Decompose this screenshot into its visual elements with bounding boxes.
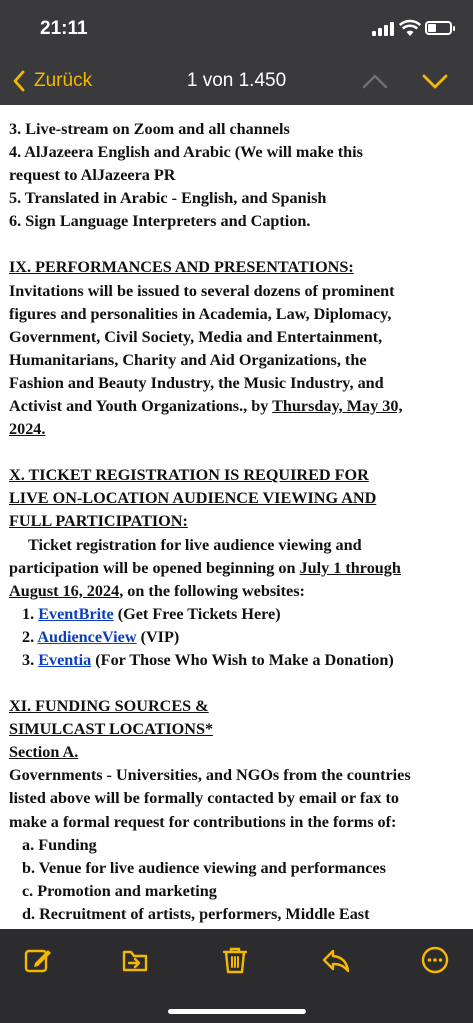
document-line bbox=[9, 280, 469, 303]
website-link[interactable]: EventBrite bbox=[38, 604, 114, 623]
document-line bbox=[9, 487, 469, 510]
line-text: Activist and Youth Organizations., by bbox=[9, 397, 273, 416]
document-line bbox=[9, 510, 469, 533]
line-text: 1. bbox=[22, 604, 39, 623]
line-text: 5. Translated in Arabic - English, and Spanish bbox=[9, 189, 327, 208]
paragraph-gap bbox=[9, 233, 469, 256]
line-text: Humanitarians, Charity and Aid Organizations, the bbox=[9, 350, 367, 369]
message-counter: 1 von 1.450 bbox=[186, 70, 287, 91]
document-line bbox=[9, 372, 469, 395]
website-link[interactable]: Eventia bbox=[38, 650, 92, 669]
document-line bbox=[9, 141, 469, 164]
document-line bbox=[9, 880, 469, 903]
document-line bbox=[9, 903, 469, 926]
home-indicator bbox=[168, 1009, 306, 1014]
line-text: request to AlJazeera PR bbox=[9, 166, 176, 185]
document-line bbox=[9, 256, 469, 279]
paragraph-gap bbox=[9, 672, 469, 695]
line-text: figures and personalities in Academia, Law, Diplomacy, bbox=[9, 304, 392, 323]
cellular-signal-icon bbox=[372, 22, 396, 36]
reply-icon[interactable] bbox=[319, 943, 353, 977]
line-text: LIVE ON-LOCATION AUDIENCE VIEWING AND bbox=[9, 489, 377, 508]
trash-icon[interactable] bbox=[218, 943, 252, 977]
line-text: Section A. bbox=[9, 743, 79, 762]
line-text: d. Recruitment of artists, performers, Middle East bbox=[22, 904, 370, 923]
back-button[interactable] bbox=[12, 67, 92, 95]
document-text bbox=[9, 118, 469, 949]
document-line bbox=[9, 857, 469, 880]
line-text: Government, Civil Society, Media and Entertainment, bbox=[9, 327, 383, 346]
document-line bbox=[9, 464, 469, 487]
website-link[interactable]: AudienceView bbox=[37, 627, 137, 646]
line-text: make a formal request for contributions in the forms of: bbox=[9, 812, 397, 831]
back-label: Zurück bbox=[34, 70, 93, 91]
move-to-folder-icon[interactable] bbox=[118, 943, 152, 977]
document-line bbox=[9, 418, 469, 441]
more-icon[interactable] bbox=[418, 943, 452, 977]
document-line bbox=[9, 695, 469, 718]
line-text: XI. FUNDING SOURCES & bbox=[9, 697, 209, 716]
line-text: SIMULCAST LOCATIONS* bbox=[9, 720, 214, 739]
underlined-text: Thursday, May 30, bbox=[272, 397, 403, 416]
line-text: 2024. bbox=[9, 420, 46, 439]
document-line bbox=[9, 557, 469, 580]
document-line bbox=[9, 603, 469, 626]
line-text: X. TICKET REGISTRATION IS REQUIRED FOR bbox=[9, 466, 369, 485]
line-text: 3. Live-stream on Zoom and all channels bbox=[9, 120, 290, 138]
line-text: August 16, 2024 bbox=[9, 581, 120, 600]
document-line bbox=[9, 764, 469, 787]
document-line bbox=[9, 534, 469, 557]
link-description: (For Those Who Wish to Make a Donation) bbox=[91, 650, 394, 669]
compose-icon[interactable] bbox=[21, 943, 55, 977]
document-line bbox=[9, 718, 469, 741]
line-text: b. Venue for live audience viewing and performances bbox=[22, 858, 386, 877]
document-line bbox=[9, 626, 469, 649]
line-text: listed above will be formally contacted by email or fax to bbox=[9, 789, 399, 808]
link-description: (VIP) bbox=[136, 627, 180, 646]
document-line bbox=[9, 811, 469, 834]
document-line bbox=[9, 649, 469, 672]
line-text: 2. bbox=[22, 627, 38, 646]
document-line bbox=[9, 349, 469, 372]
status-bar bbox=[0, 0, 473, 58]
document-line bbox=[9, 580, 469, 603]
document-line bbox=[9, 395, 469, 418]
document-line bbox=[9, 741, 469, 764]
nav-bar bbox=[0, 58, 473, 105]
line-text: IX. PERFORMANCES AND PRESENTATIONS: bbox=[9, 258, 354, 277]
document-line bbox=[9, 787, 469, 810]
document-line bbox=[9, 303, 469, 326]
battery-icon bbox=[425, 21, 452, 35]
wifi-icon bbox=[399, 19, 421, 37]
link-description: (Get Free Tickets Here) bbox=[113, 604, 281, 623]
line-text: Fashion and Beauty Industry, the Music Industry, and bbox=[9, 373, 384, 392]
line-text: participation will be opened beginning on bbox=[9, 558, 300, 577]
chevron-left-icon bbox=[12, 70, 26, 92]
line-text: Governments - Universities, and NGOs from the countries bbox=[9, 766, 411, 785]
document-line bbox=[9, 118, 469, 141]
paragraph-gap bbox=[9, 441, 469, 464]
line-text: Ticket registration for live audience viewing and bbox=[28, 535, 362, 554]
next-message-icon[interactable] bbox=[421, 68, 449, 94]
document-line bbox=[9, 187, 469, 210]
underlined-text: July 1 through bbox=[299, 558, 401, 577]
line-text-tail: , on the following websites: bbox=[119, 581, 305, 600]
document-line bbox=[9, 834, 469, 857]
previous-message-icon[interactable] bbox=[362, 68, 388, 94]
document-line bbox=[9, 326, 469, 349]
line-text: c. Promotion and marketing bbox=[22, 881, 217, 900]
line-text: a. Funding bbox=[22, 835, 97, 854]
line-text: 6. Sign Language Interpreters and Caption. bbox=[9, 212, 311, 231]
line-text: 4. AlJazeera English and Arabic (We will make this bbox=[9, 143, 363, 162]
line-text: 3. bbox=[22, 650, 39, 669]
line-text: Invitations will be issued to several dozens of prominent bbox=[9, 281, 395, 300]
document-line bbox=[9, 164, 469, 187]
status-time: 21:11 bbox=[40, 18, 88, 39]
message-body[interactable] bbox=[0, 105, 473, 929]
document-line bbox=[9, 210, 469, 233]
line-text: FULL PARTICIPATION: bbox=[9, 512, 188, 531]
